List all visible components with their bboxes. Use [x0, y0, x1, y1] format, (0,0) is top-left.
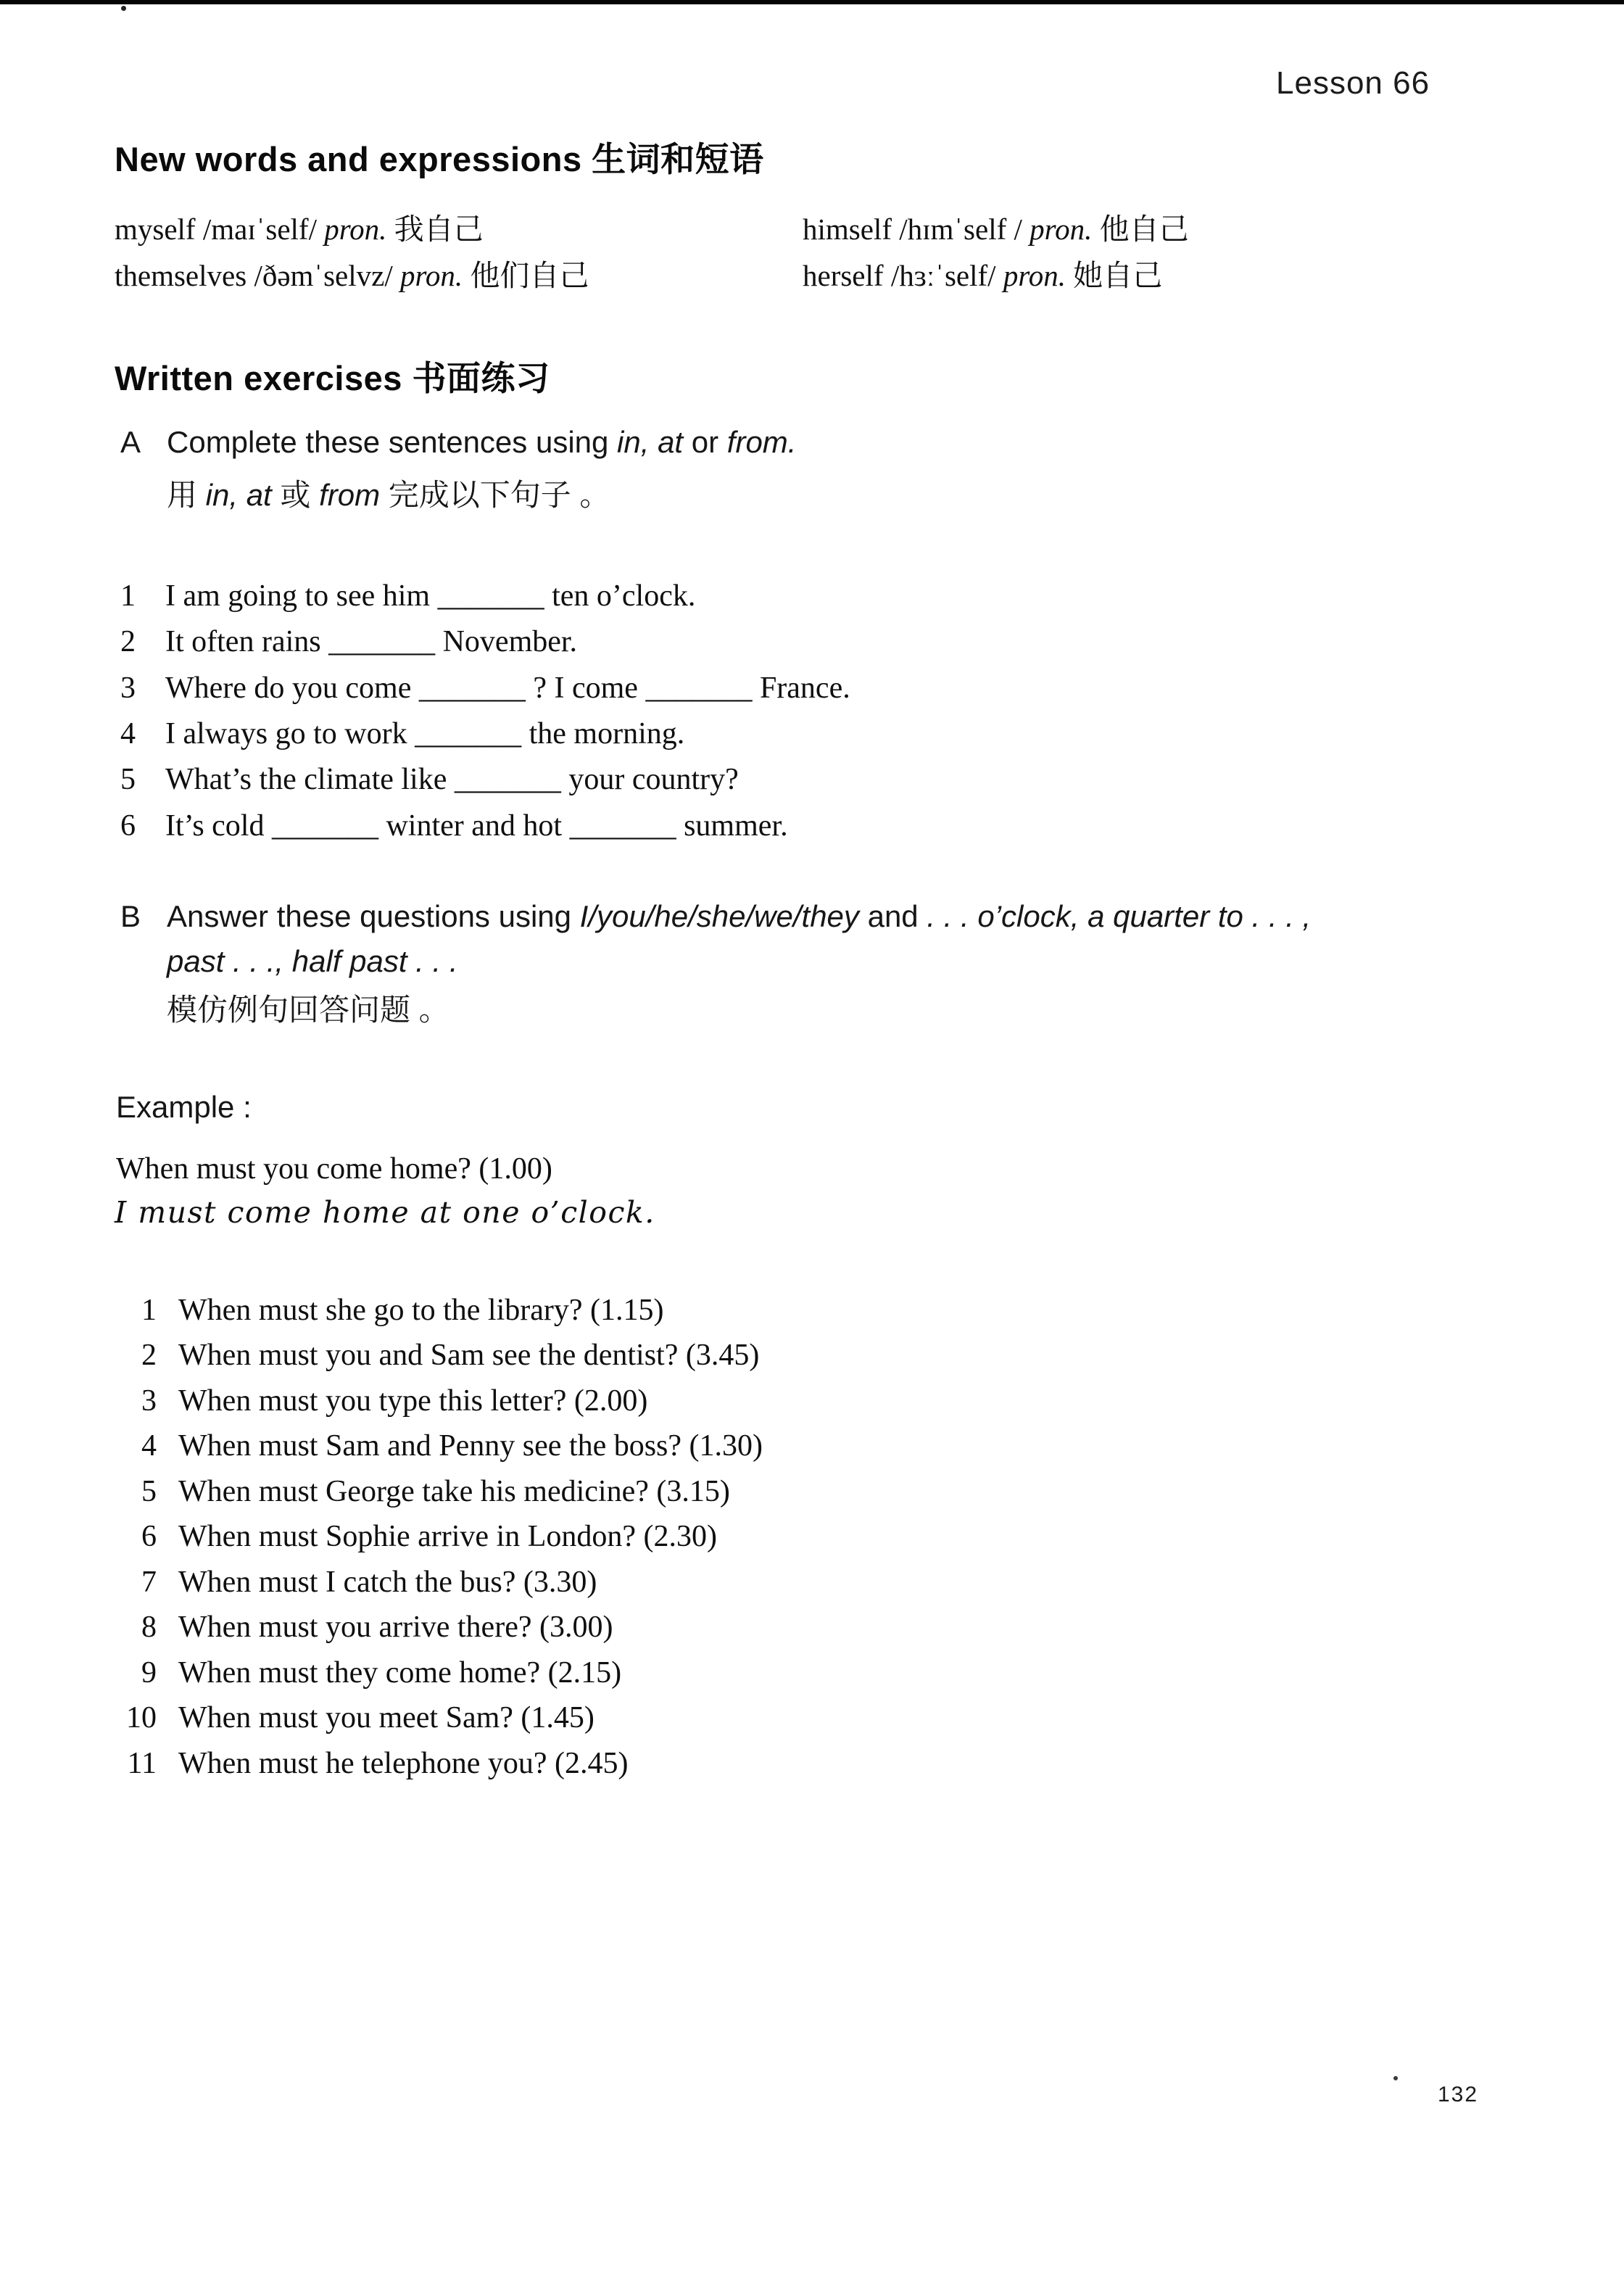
item-text: When must they come home? (2.15) [178, 1656, 622, 1690]
item-number: 6 [120, 809, 136, 843]
vocab-meaning: 他自己 [1099, 212, 1189, 246]
exercise-a-instruction-zh: 用 in, at 或 from 完成以下句子 。 [167, 478, 610, 512]
vocab-pos: pron. [324, 212, 387, 246]
new-words-heading [115, 133, 764, 181]
vocab-entry-myself [115, 205, 484, 248]
item-text: I am going to see him _______ ten o’clock. [165, 579, 696, 613]
item-number: 8 [141, 1611, 157, 1644]
exercise-a-label: A [120, 425, 141, 459]
vocab-word: himself [803, 212, 892, 246]
item-number: 5 [120, 763, 136, 796]
item-text: Where do you come _______ ? I come _______ France. [165, 671, 850, 705]
vocab-entry-themselves [115, 252, 589, 294]
vocab-pos: pron. [399, 259, 463, 292]
item-number: 11 [127, 1747, 157, 1780]
item-number: 5 [141, 1475, 157, 1508]
example-answer: I must come home at one o’clock. [115, 1195, 655, 1230]
item-text: What’s the climate like _______ your country? [165, 763, 739, 796]
item-number: 2 [120, 625, 136, 658]
exercise-b-instruction-zh: 模仿例句回答问题 。 [167, 993, 450, 1027]
scan-speck [1393, 2076, 1398, 2080]
item-text: When must George take his medicine? (3.15) [178, 1475, 730, 1508]
vocab-meaning: 他们自己 [470, 259, 589, 292]
vocab-phonetic: /hɪmˈself / [899, 212, 1022, 246]
vocab-word: themselves [115, 259, 247, 292]
vocab-entry-himself [803, 205, 1189, 248]
vocab-word: myself [115, 212, 196, 246]
written-exercises-heading-zh: 书面练习 [412, 359, 550, 397]
item-number: 1 [141, 1294, 157, 1327]
item-number: 1 [120, 579, 136, 613]
item-text: When must Sam and Penny see the boss? (1.30) [178, 1429, 763, 1463]
item-number: 3 [120, 671, 136, 705]
item-text: When must you arrive there? (3.00) [178, 1611, 613, 1644]
item-number: 4 [120, 717, 136, 751]
vocab-pos: pron. [1003, 259, 1066, 292]
written-exercises-heading [115, 352, 550, 400]
item-text: It often rains _______ November. [165, 625, 578, 658]
item-number: 3 [141, 1384, 157, 1418]
exercise-b-label: B [120, 899, 141, 933]
page-number: 132 [1438, 2083, 1479, 2106]
item-number: 6 [141, 1520, 157, 1553]
new-words-heading-en: New words and expressions [115, 140, 582, 178]
exercise-a-instruction: Complete these sentences using in, at or from. [167, 425, 797, 459]
item-number: 10 [126, 1701, 157, 1735]
vocab-meaning: 我自己 [394, 212, 484, 246]
example-label: Example : [116, 1090, 252, 1124]
lesson-header: Lesson 66 [1276, 65, 1430, 101]
vocab-pos: pron. [1030, 212, 1093, 246]
item-number: 4 [141, 1429, 157, 1463]
item-text: When must I catch the bus? (3.30) [178, 1566, 597, 1599]
item-number: 9 [141, 1656, 157, 1690]
item-number: 7 [141, 1566, 157, 1599]
item-text: When must Sophie arrive in London? (2.30) [178, 1520, 717, 1553]
vocab-entry-herself [803, 252, 1162, 294]
vocab-phonetic: /ðəmˈselvz/ [254, 259, 393, 292]
item-text: It’s cold _______ winter and hot _______ summer. [165, 809, 788, 843]
example-question: When must you come home? (1.00) [116, 1152, 552, 1186]
item-text: When must you and Sam see the dentist? (3.45) [178, 1339, 760, 1372]
item-number: 2 [141, 1339, 157, 1372]
exercise-b-instruction-line2: past . . ., half past . . . [167, 944, 458, 978]
vocab-phonetic: /maɪˈself/ [202, 212, 317, 246]
exercise-b-instruction-line1: Answer these questions using I/you/he/she/we/they and . . . o’clock, a quarter to . . . , [167, 899, 1312, 933]
vocab-phonetic: /hɜːˈself/ [890, 259, 996, 292]
item-text: When must she go to the library? (1.15) [178, 1294, 664, 1327]
item-text: When must you meet Sam? (1.45) [178, 1701, 594, 1735]
vocab-meaning: 她自己 [1073, 259, 1163, 292]
vocab-word: herself [803, 259, 884, 292]
new-words-heading-zh: 生词和短语 [592, 140, 764, 178]
written-exercises-heading-en: Written exercises [115, 359, 402, 397]
item-text: When must you type this letter? (2.00) [178, 1384, 648, 1418]
scan-edge-bar [0, 0, 1624, 4]
item-text: When must he telephone you? (2.45) [178, 1747, 629, 1780]
item-text: I always go to work _______ the morning. [165, 717, 685, 751]
scan-speck [121, 6, 126, 11]
